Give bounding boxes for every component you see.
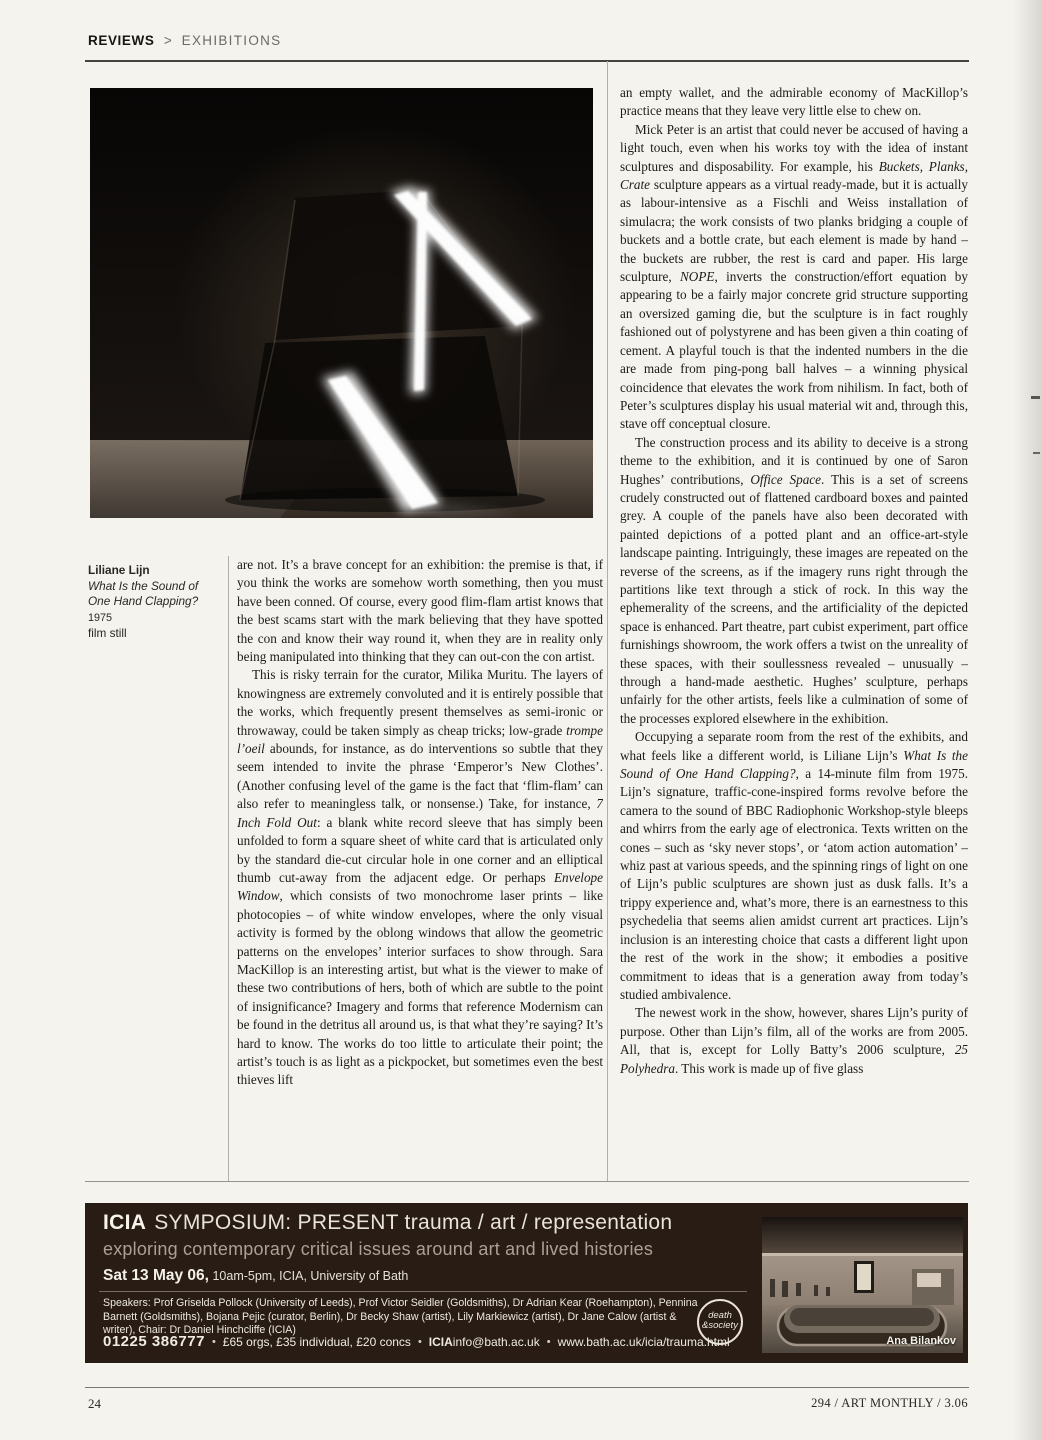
ad-brand: ICIA (103, 1211, 147, 1234)
ad-title-rest: SYMPOSIUM: PRESENT trauma / art / representation (154, 1211, 673, 1234)
breadcrumb (88, 33, 282, 48)
subsection-label: EXHIBITIONS (181, 33, 282, 48)
breadcrumb-separator: > (163, 33, 173, 48)
baggage-hall-image (762, 1217, 963, 1353)
ad-email: info@bath.ac.uk (452, 1335, 540, 1349)
article-column-right (620, 84, 968, 1180)
article-paragraph: Occupying a separate room from the rest of the exhibits, and what feels like a different world, is Liliane Lijn’s What Is the Sound of One Hand Clapping?, a 14-minute film from 1975. Lijn’s signature, traffic-cone-inspired forms revolve before the camera to the sound of BBC Radiophonic Workshop-style bleeps and whirrs from the early age of electronica. Texts written on the cones – such as ‘sky never stops’, or ‘atom action automation’ – whiz past at various speeds, and the spinning rings of light on one of Lijn’s public sculptures are shown just as dusk falls. It’s a trippy experience and, what’s more, there is an earnestness to this psychedelia that seems alien amidst current art practices. Lijn’s inclusion is an interesting choice that casts a different light upon the rest of the work in the show; it embodies a positive commitment to ideas that is a generation away from today’s studied ambivalence. (620, 729, 968, 1002)
article-paragraph: are not. It’s a brave concept for an exhibition: the premise is that, if you think the works are somehow worth something, then you must have been conned. Of course, every good flim-flam artist knows that the best scams start with the mark believing that they have spotted the con and know their way round it, when they are in reality only being manipulated into thinking that they can out-con the con artist. (237, 557, 603, 665)
article-paragraph: This is risky terrain for the curator, Milika Muritu. The layers of knowingness are extremely convoluted and it is entirely possible that the works, which frequently present themselves as semi-ironic or throwaway, could be taken simply as cheap tricks; low-grade trompe l’oeil abounds, for instance, as do interventions so subtle that they seem intended to invite the phrase ‘Emperor’s New Clothes’. (Another confusing level of the game is the fact that ‘flim-flam’ can also refer to meaningless talk, or nonsense.) Take, for instance, 7 Inch Fold Out: a blank white record sleeve that has simply been unfolded to form a square sheet of white card that is articulated only by the standard die-cut circular hole in one corner and an elliptical thumb cut-away from the adjacent edge. Or perhaps Envelope Window, which consists of two monochrome laser prints – like photocopies – of white window envelopes, where the only visual activity is formed by the oblong windows that allow the geometric patterns on the envelopes’ interior surfaces to show through. Sara MacKillop is an interesting artist, but what is the viewer to make of these two contributions of hers, both of which are subtle to the point of insignificance? Imagery and forms that reference Modernism can be found in the detritus all around us, is that what they’re saying? It’s hard to know. The works do too little to articulate their point; the artist’s touch is as light as a pickpocket, but sometimes even the best thieves lift (237, 667, 603, 1088)
artwork-caption (88, 563, 220, 642)
death-and-society-logo (697, 1299, 743, 1345)
ad-website: www.bath.ac.uk/icia/trauma.html (557, 1335, 730, 1349)
ad-speakers: Speakers: Prof Griselda Pollock (University of Leeds), Prof Victor Seidler (Goldsmiths), Dr Adrian Kear (Roehampton), Pennina Barnett (Goldsmiths), Bojana Pejic (curator, Berlin), Dr Becky Shaw (artist), Lily Markiewicz (artist), Dr Jane Calow (artist & writer), Chair: Dr Daniel Hinchcliffe (ICIA) (103, 1297, 698, 1337)
article-paragraph: an empty wallet, and the admirable economy of MacKillop’s practice means that they leave very little else to chew on. (620, 85, 968, 119)
caption-title-line (88, 579, 220, 627)
ad-divider-rule (99, 1291, 747, 1292)
caption-title: What Is the Sound of One Hand Clapping? (88, 578, 199, 609)
ad-subtitle: exploring contemporary critical issues around art and lived histories (103, 1239, 654, 1259)
artwork-photo (90, 88, 593, 518)
header-rule (85, 60, 969, 62)
icia-symposium-ad (85, 1203, 968, 1363)
photo-credit: Ana Bilankov (886, 1335, 956, 1347)
ad-phone: 01225 386777 (103, 1333, 205, 1350)
article-paragraph: The construction process and its ability to deceive is a strong theme to the exhibition, and it is continued by one of Saron Hughes’ contributions, Office Space. This is a set of screens crudely constructed out of flattened cardboard boxes and painted grey. A couple of the panels have also been decorated with painted depictions of a potted plant and an office-art-style landscape painting. Intriguingly, these images are repeated on the reverse of the screens, as if the imagery runs right through the partitions like text through a stick of rock. In this way the ephemerality of the screens, and the artificiality of the depicted space is enhanced. Part theatre, part cubist experiment, part office furnishings showroom, the work offers a twist on the unreality of these spaces, with their soullessness revealed – unusually – through a hand-made aesthetic. Hughes’ sculpture, perhaps unfairly for the other artists, feels like a culmination of some of the processes explored elsewhere in the exhibition. (620, 434, 968, 726)
logo-text-line1: death (708, 1310, 732, 1321)
sculpture-light-image (90, 88, 593, 518)
ad-bullet: • (546, 1336, 551, 1348)
caption-year: 1975 (88, 611, 113, 624)
article-column-left (237, 556, 603, 1178)
ad-bullet: • (417, 1336, 422, 1348)
page-number: 24 (88, 1396, 101, 1411)
logo-text-line2: &society (702, 1320, 738, 1331)
ad-bullet: • (211, 1336, 216, 1348)
issue-info: 294 / ART MONTHLY / 3.06 (811, 1396, 968, 1410)
caption-column-rule (228, 556, 229, 1182)
ad-prices: £65 orgs, £35 individual, £20 concs (222, 1335, 411, 1349)
section-label: REVIEWS (88, 33, 155, 48)
ad-date-details: 10am-5pm, ICIA, University of Bath (208, 1269, 409, 1283)
scan-mark (1031, 396, 1040, 399)
caption-medium: film still (88, 626, 127, 641)
column-divider-rule (607, 61, 608, 1181)
article-paragraph: The newest work in the show, however, shares Lijn’s purity of purpose. Other than Lijn’s film, all of the works are from 2005. All, that is, except for Lolly Batty’s 2006 sculpture, 25 Polyhedra. This work is made up of five glass (620, 1005, 968, 1076)
scan-edge-shadow (1012, 0, 1042, 1440)
article-paragraph: Mick Peter is an artist that could never be accused of having a light touch, even when his works toy with the idea of instant sculptures and disposability. For example, his Buckets, Planks, Crate sculpture appears as a virtual ready-made, but it is actually as labour-intensive as a Fischli and Weiss installation of simulacra; the work consists of two planks bridging a couple of buckets and a bottle crate, but each element is made by hand – the buckets are rubber, the rest is card and paper. His large sculpture, NOPE, inverts the construction/effort equation by appearing to be a fairly major concrete grid structure supporting an oversized gaming die, but the sculpture is in fact roughly fashioned out of polystyrene and has been given a thin coating of cement. A playful touch is that the indented numbers in the die are made from ping-pong ball halves – a winning physical coincidence that elevates the work from nihilism. In fact, both of Peter’s sculptures display his usual material wit and, through this, stave off conceptual closure. (620, 121, 968, 432)
ad-title (103, 1211, 672, 1235)
caption-artist: Liliane Lijn (88, 563, 150, 577)
ad-email-brand: ICIA (428, 1335, 453, 1349)
scan-mark (1033, 452, 1040, 454)
article-bottom-rule (85, 1181, 969, 1182)
ad-date-line (103, 1267, 408, 1285)
ad-contact-line (103, 1333, 730, 1351)
footer-rule (85, 1387, 969, 1388)
ad-photo-airport (762, 1217, 963, 1353)
ad-date: Sat 13 May 06, (103, 1267, 209, 1284)
